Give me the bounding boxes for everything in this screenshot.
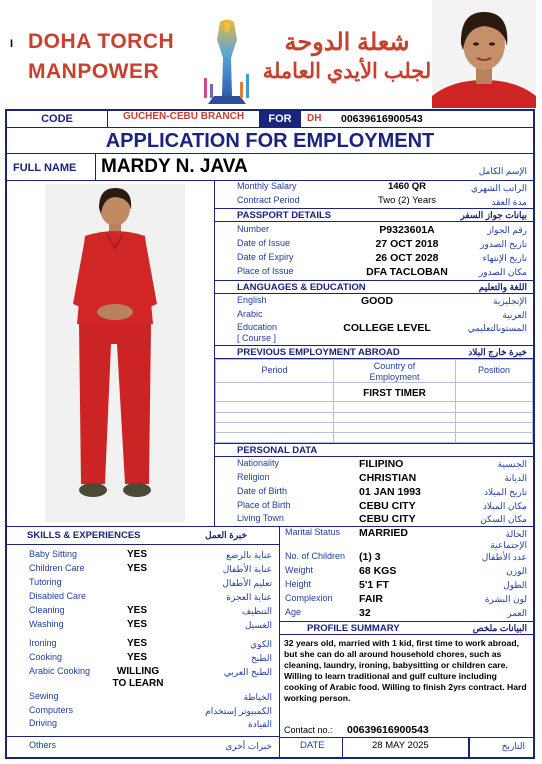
marital-status-value: MARRIED xyxy=(359,527,408,539)
english-label: English xyxy=(237,295,267,305)
skill-ar-cooking: الطبخ xyxy=(250,653,272,663)
languages-title-ar: اللغة والتعليم xyxy=(478,282,527,292)
skill-ar-ironing: الكوي xyxy=(250,639,272,649)
living-town-label: Living Town xyxy=(237,513,284,523)
skill-ar-sewing: الخياطة xyxy=(243,692,272,702)
previous-title: PREVIOUS EMPLOYMENT ABROAD xyxy=(237,347,400,358)
for-label: FOR xyxy=(259,111,301,127)
education-ar: المستوىالتعليمي xyxy=(467,323,527,333)
skill-value-arabic-cooking: WILLING xyxy=(116,666,160,677)
skill-value-ironing: YES xyxy=(126,638,147,649)
height-ar: الطول xyxy=(503,580,527,590)
issue-date-value: 27 OCT 2018 xyxy=(375,238,439,250)
skill-ar-tutoring: تعليم الأطفال xyxy=(222,578,272,588)
top-phone: 00639616900543 xyxy=(341,113,423,125)
company-name-ar-line2: لجلب الأيدي العاملة xyxy=(262,60,432,83)
skill-label-others: Others xyxy=(29,740,57,750)
previous-title-ar: خبرة خارج البلاد xyxy=(468,347,527,357)
languages-title: LANGUAGES & EDUCATION xyxy=(237,282,366,293)
education-label: Education xyxy=(237,322,278,332)
date-ar: التاريخ xyxy=(501,741,525,751)
living-town-value: CEBU CITY xyxy=(359,513,416,525)
skill-label-arabic-cooking: Arabic Cooking xyxy=(29,666,91,676)
salary-label-ar: الراتب الشهري xyxy=(471,183,527,193)
marital-status-label: Marital Status xyxy=(285,527,341,537)
skill-label-ironing: Ironing xyxy=(29,638,57,648)
col-country-1: Country of xyxy=(373,361,416,371)
skill-label-sewing: Sewing xyxy=(29,691,59,701)
skill-ar-cleaning: التنظيف xyxy=(241,606,272,616)
pob-value: CEBU CITY xyxy=(359,500,416,512)
issue-place-label: Place of Issue xyxy=(237,266,294,276)
skill-ar-washing: الغسيل xyxy=(244,620,272,630)
branch-name: GUCHEN-CEBU BRANCH xyxy=(107,111,259,127)
age-ar: العمر xyxy=(507,608,527,618)
application-form xyxy=(5,109,535,759)
weight-label: Weight xyxy=(285,565,313,575)
passport-number-value: P9323601A xyxy=(379,224,435,236)
profile-text: 32 years old, married with 1 kid, first time to work abroad, but she can do all around household chores, such as cleaning, laundry, ironing, babysitting or children care. Willing to learn traditional and gulf culture including cooking of Arabic food. Willing to finish 2yrs contract. Hard working person. xyxy=(284,638,527,703)
marital-status-ar: الحالة xyxy=(505,529,527,539)
dob-ar: تاريخ الميلاد xyxy=(484,487,527,497)
skill-ar-baby-sitting: عناية بالرضع xyxy=(225,550,272,560)
age-value: 32 xyxy=(359,607,371,619)
skill-ar-others: خبرات أخرى xyxy=(225,741,272,751)
skill-label-driving: Driving xyxy=(29,718,58,728)
contract-period-value: Two (2) Years xyxy=(377,195,437,206)
skill-label-cleaning: Cleaning xyxy=(29,605,65,615)
issue-date-label: Date of Issue xyxy=(237,238,291,248)
personal-title: PERSONAL DATA xyxy=(237,445,318,456)
skill-value-cooking: YES xyxy=(126,652,147,663)
previous-employment-table xyxy=(215,359,533,443)
arabic-ar: العربية xyxy=(502,310,527,320)
col-period: Period xyxy=(261,365,288,375)
torch-tower-logo xyxy=(200,18,254,104)
issue-place-ar: مكان الصدور xyxy=(478,267,527,277)
dob-value: 01 JAN 1993 xyxy=(359,486,421,498)
skill-label-cooking: Cooking xyxy=(29,652,63,662)
form-top-bar xyxy=(7,111,533,128)
for-code: DH xyxy=(307,113,322,124)
children-label: No. of Children xyxy=(285,551,346,561)
religion-label: Religion xyxy=(237,472,270,482)
fullname-label-ar: الإسم الكامل xyxy=(478,166,527,176)
skill-ar-disabled-care: عناية العجزة xyxy=(226,592,272,602)
form-title: APPLICATION FOR EMPLOYMENT xyxy=(7,128,533,154)
profile-title: PROFILE SUMMARY xyxy=(307,623,400,634)
skills-title: SKILLS & EXPERIENCES xyxy=(27,530,141,541)
passport-number-label: Number xyxy=(237,224,270,234)
company-name-ar-line1: شعلة الدوحة xyxy=(284,29,410,56)
dob-label: Date of Birth xyxy=(237,486,288,496)
skill-label-children-care: Children Care xyxy=(29,563,85,573)
children-ar: عدد الأطفال xyxy=(481,552,527,562)
skill-label-baby-sitting: Baby Sitting xyxy=(29,549,78,559)
date-footer xyxy=(280,738,533,757)
skill-value-washing: YES xyxy=(126,619,147,630)
profile-title-ar: البيانات ملخص xyxy=(472,623,527,633)
skill-value-baby-sitting: YES xyxy=(126,549,147,560)
company-name-en-line2: MANPOWER xyxy=(28,60,160,83)
marital-status-ar-2: الإجتماعية xyxy=(490,540,527,550)
english-value: GOOD xyxy=(360,295,394,307)
header-mark: I xyxy=(10,38,14,50)
education-course-label: [ Course ] xyxy=(237,333,277,343)
children-value: (1) 3 xyxy=(359,551,381,563)
contract-period-label: Contract Period xyxy=(237,195,300,205)
col-position: Position xyxy=(477,365,511,375)
nationality-ar: الجنسية xyxy=(497,459,527,469)
education-value: COLLEGE LEVEL xyxy=(343,322,431,334)
skill-ar-arabic-cooking: الطبخ العربي xyxy=(223,667,272,677)
nationality-label: Nationality xyxy=(237,458,280,468)
pob-ar: مكان الميلاد xyxy=(482,501,527,511)
pob-label: Place of Birth xyxy=(237,500,291,510)
issue-date-ar: تاريخ الصدور xyxy=(480,239,527,249)
issue-place-value: DFA TACLOBAN xyxy=(366,266,448,278)
living-town-ar: مكان السكن xyxy=(480,514,527,524)
english-ar: الإنجليزية xyxy=(493,296,527,306)
salary-value: 1460 QR xyxy=(387,181,427,192)
skill-ar-driving: القيادة xyxy=(248,719,272,729)
expiry-date-value: 26 OCT 2028 xyxy=(375,252,439,264)
height-value: 5'1 FT xyxy=(359,579,389,591)
age-label: Age xyxy=(285,607,302,617)
weight-value: 68 KGS xyxy=(359,565,397,577)
first-timer-value: FIRST TIMER xyxy=(363,388,426,400)
skill-label-disabled-care: Disabled Care xyxy=(29,591,87,601)
religion-ar: الديانة xyxy=(504,473,527,483)
expiry-date-label: Date of Expiry xyxy=(237,252,294,262)
date-value: 28 MAY 2025 xyxy=(372,740,429,751)
fullname-row xyxy=(7,154,533,181)
expiry-date-ar: تاريخ الإنتهاء xyxy=(482,253,527,263)
complexion-value: FAIR xyxy=(359,593,383,605)
code-label: CODE xyxy=(7,111,107,127)
weight-ar: الوزن xyxy=(506,566,527,576)
fullname-label: FULL NAME xyxy=(13,162,77,174)
religion-value: CHRISTIAN xyxy=(359,472,417,484)
contact-label: Contact no.: xyxy=(284,725,333,735)
skills-title-ar: خبرة العمل xyxy=(205,530,248,540)
skill-value-children-care: YES xyxy=(126,563,147,574)
date-label: DATE xyxy=(300,740,325,751)
complexion-ar: لون البشرة xyxy=(484,594,527,604)
height-label: Height xyxy=(285,579,312,589)
salary-label: Monthly Salary xyxy=(237,181,297,191)
skill-label-computers: Computers xyxy=(29,705,74,715)
contract-period-label-ar: مدة العقد xyxy=(491,197,527,207)
arabic-label: Arabic xyxy=(237,309,263,319)
complexion-label: Complexion xyxy=(285,593,333,603)
company-name-en-line1: DOHA TORCH xyxy=(28,30,175,53)
fullname-value: MARDY N. JAVA xyxy=(101,156,248,177)
applicant-full-photo xyxy=(45,184,185,522)
skill-ar-computers: الكمبيوتر إستخدام xyxy=(205,706,272,716)
skill-ar-children-care: عناية الأطفال xyxy=(222,564,272,574)
nationality-value: FILIPINO xyxy=(359,458,404,470)
passport-number-ar: رقم الجواز xyxy=(487,225,527,235)
applicant-headshot xyxy=(432,0,536,108)
skill-value-arabic-cooking-2: TO LEARN xyxy=(112,678,164,689)
passport-title-ar: بيانات جواز السفر xyxy=(460,210,527,220)
col-country-2: Employment xyxy=(369,372,420,382)
skill-label-washing: Washing xyxy=(29,619,64,629)
skill-value-cleaning: YES xyxy=(126,605,147,616)
skill-label-tutoring: Tutoring xyxy=(29,577,62,587)
contact-value: 00639616900543 xyxy=(347,724,429,736)
passport-title: PASSPORT DETAILS xyxy=(237,210,332,221)
